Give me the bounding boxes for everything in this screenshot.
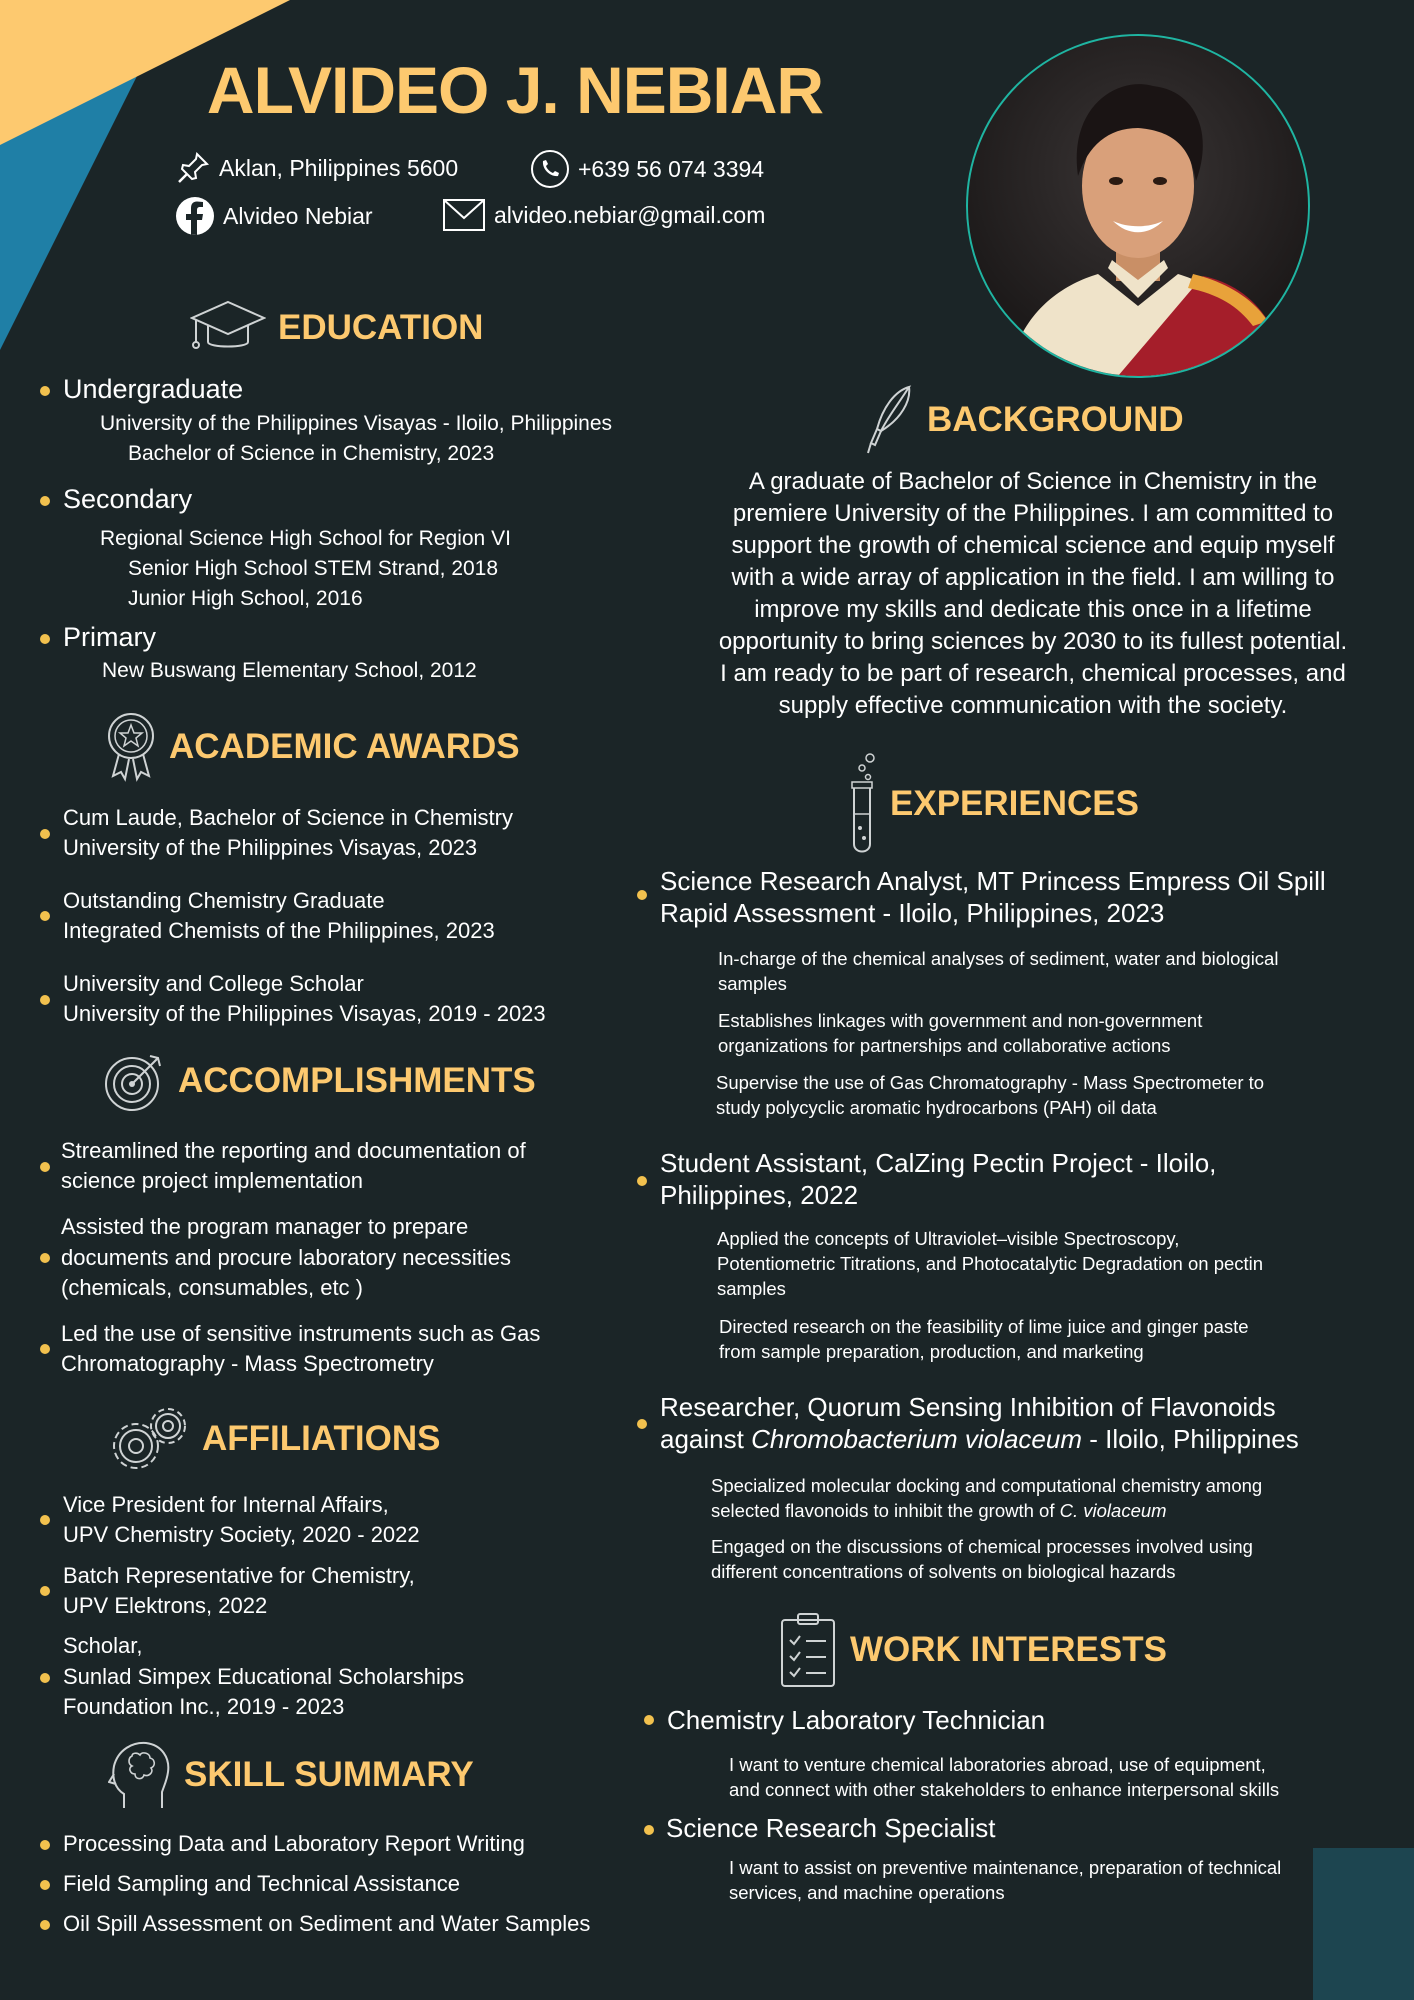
test-tube-icon <box>848 752 878 856</box>
bullet <box>637 890 647 900</box>
accomplishment-1-line-2: science project implementation <box>61 1168 364 1193</box>
affiliation-3-line-2: Sunlad Simpex Educational Scholarships <box>63 1664 465 1689</box>
job-1-desc: In-charge of the chemical analyses of sediment, water and biological <box>718 948 1279 969</box>
accomplishment-2-line-3: (chemicals, consumables, etc ) <box>61 1275 363 1300</box>
job-2-desc: Directed research on the feasibility of lime juice and ginger paste <box>719 1316 1249 1337</box>
affiliation-3-line-1: Scholar, <box>63 1633 143 1658</box>
job-2-desc: Applied the concepts of Ultraviolet–visible Spectroscopy, <box>717 1228 1180 1249</box>
accomplishment-3-line-1: Led the use of sensitive instruments such as Gas <box>61 1321 541 1346</box>
job-2-title-line-1: Student Assistant, CalZing Pectin Project - Iloilo, <box>660 1148 1217 1178</box>
affiliation-2-line-2: UPV Elektrons, 2022 <box>63 1593 268 1618</box>
experiences-title: EXPERIENCES <box>890 784 1139 823</box>
job-1-desc: study polycyclic aromatic hydrocarbons (PAH) oil data <box>716 1097 1157 1118</box>
interest-2-desc: I want to assist on preventive maintenance, preparation of technical <box>729 1857 1282 1878</box>
quill-pen-icon <box>865 385 915 455</box>
award-1-line-1: Cum Laude, Bachelor of Science in Chemistry <box>63 805 513 830</box>
award-2-line-1: Outstanding Chemistry Graduate <box>63 888 385 913</box>
award-ribbon-icon <box>105 712 157 782</box>
target-icon <box>104 1050 166 1112</box>
job-2-desc: from sample preparation, production, and marketing <box>719 1341 1144 1362</box>
awards-title: ACADEMIC AWARDS <box>169 727 520 766</box>
skills-heading <box>108 1740 474 1810</box>
job-3-organism-name: Chromobacterium violaceum <box>751 1424 1082 1454</box>
bullet <box>40 995 50 1005</box>
bullet <box>637 1419 647 1429</box>
job-3-desc: Specialized molecular docking and computational chemistry among <box>711 1475 1263 1496</box>
undergraduate-level: Undergraduate <box>63 374 244 404</box>
job-3-title-part: - Iloilo, Philippines <box>1081 1424 1299 1454</box>
bullet <box>40 1840 50 1850</box>
job-1-desc: Supervise the use of Gas Chromatography - Mass Spectrometer to <box>716 1072 1265 1093</box>
job-3-desc <box>711 1498 1167 1523</box>
work-interests-title: WORK INTERESTS <box>850 1630 1167 1669</box>
secondary-jhs: Junior High School, 2016 <box>128 587 363 610</box>
education-title: EDUCATION <box>278 308 484 347</box>
contact-location <box>175 150 458 186</box>
job-3-title-part: against <box>660 1424 752 1454</box>
job-1-desc: organizations for partnerships and collaborative actions <box>718 1035 1171 1056</box>
affiliation-3-line-3: Foundation Inc., 2019 - 2023 <box>63 1694 345 1719</box>
secondary-level: Secondary <box>63 484 193 514</box>
accomplishment-3-line-2: Chromatography - Mass Spectrometry <box>61 1351 434 1376</box>
contact-facebook[interactable] <box>175 196 373 236</box>
background-line: A graduate of Bachelor of Science in Chemistry in the <box>748 468 1318 495</box>
mail-icon <box>442 198 486 232</box>
accomplishments-heading <box>104 1050 536 1112</box>
accomplishment-2-line-1: Assisted the program manager to prepare <box>61 1214 469 1239</box>
skill-item: Field Sampling and Technical Assistance <box>63 1871 461 1896</box>
job-1-title-line-1: Science Research Analyst, MT Princess Empress Oil Spill <box>660 866 1326 896</box>
bullet <box>40 911 50 921</box>
background-line: support the growth of chemical science and equip myself <box>731 532 1335 559</box>
email-text: alvideo.nebiar@gmail.com <box>494 201 766 228</box>
background-title: BACKGROUND <box>927 400 1184 439</box>
awards-heading <box>105 712 520 782</box>
secondary-shs: Senior High School STEM Strand, 2018 <box>128 557 499 580</box>
award-3-line-2: University of the Philippines Visayas, 2019 - 2023 <box>63 1001 546 1026</box>
experiences-heading <box>848 752 1139 856</box>
bullet <box>40 1920 50 1930</box>
full-name: ALVIDEO J. NEBIAR <box>206 53 824 127</box>
contact-phone[interactable] <box>530 149 764 189</box>
background-heading <box>865 385 1184 455</box>
bullet <box>40 1344 50 1354</box>
facebook-icon <box>175 196 215 236</box>
affiliations-heading <box>108 1406 441 1472</box>
contact-email[interactable] <box>442 198 765 232</box>
background-line: opportunity to bring sciences by 2030 to its fullest potential. <box>718 628 1348 655</box>
job-2-desc: samples <box>717 1278 786 1299</box>
education-heading <box>190 298 483 358</box>
affiliation-1-line-2: UPV Chemistry Society, 2020 - 2022 <box>63 1522 420 1547</box>
bullet <box>40 386 50 396</box>
job-3-desc-part: selected flavonoids to inhibit the growth of <box>711 1500 1060 1521</box>
bullet <box>644 1715 654 1725</box>
job-3-title-line-1: Researcher, Quorum Sensing Inhibition of Flavonoids <box>660 1392 1276 1422</box>
job-1-desc: Establishes linkages with government and non-government <box>718 1010 1203 1031</box>
job-3-desc: Engaged on the discussions of chemical processes involved using <box>711 1536 1253 1557</box>
gears-icon <box>108 1406 190 1472</box>
graduation-cap-icon <box>190 298 266 358</box>
background-line: supply effective communication with the society. <box>778 692 1288 719</box>
background-paragraph <box>660 466 1406 722</box>
accomplishment-1-line-1: Streamlined the reporting and documentation of <box>61 1138 526 1163</box>
job-2-desc: Potentiometric Titrations, and Photocatalytic Degradation on pectin <box>717 1253 1264 1274</box>
background-line: improve my skills and dedicate this once in a lifetime <box>754 596 1312 623</box>
accomplishment-2-line-2: documents and procure laboratory necessities <box>61 1245 512 1270</box>
accomplishments-title: ACCOMPLISHMENTS <box>178 1061 536 1100</box>
background-line: premiere University of the Philippines. I am committed to <box>732 500 1334 527</box>
skill-item: Oil Spill Assessment on Sediment and Water Samples <box>63 1911 591 1936</box>
bullet <box>40 1586 50 1596</box>
award-3-line-1: University and College Scholar <box>63 971 364 996</box>
skills-title: SKILL SUMMARY <box>184 1755 474 1794</box>
primary-school: New Buswang Elementary School, 2012 <box>102 659 477 682</box>
bullet <box>40 829 50 839</box>
bullet <box>40 496 50 506</box>
interest-1-title: Chemistry Laboratory Technician <box>667 1705 1046 1735</box>
pin-icon <box>175 150 211 186</box>
bullet <box>40 634 50 644</box>
location-text: Aklan, Philippines 5600 <box>219 154 459 181</box>
award-2-line-2: Integrated Chemists of the Philippines, 2023 <box>63 918 495 943</box>
skill-item: Processing Data and Laboratory Report Writing <box>63 1831 525 1856</box>
undergraduate-degree: Bachelor of Science in Chemistry, 2023 <box>128 442 495 465</box>
affiliations-title: AFFILIATIONS <box>202 1419 441 1458</box>
job-3-title-line-2 <box>660 1423 1299 1455</box>
bullet <box>40 1515 50 1525</box>
profile-photo <box>966 34 1310 378</box>
work-interests-heading <box>778 1612 1167 1688</box>
bullet <box>40 1162 50 1172</box>
undergraduate-school: University of the Philippines Visayas - Iloilo, Philippines <box>100 412 613 435</box>
secondary-school: Regional Science High School for Region VI <box>100 527 511 550</box>
interest-2-desc: services, and machine operations <box>729 1882 1005 1903</box>
bullet <box>40 1253 50 1263</box>
interest-2-title: Science Research Specialist <box>666 1813 996 1843</box>
interest-1-desc: I want to venture chemical laboratories abroad, use of equipment, <box>729 1754 1266 1775</box>
job-3-organism-abbrev: C. violaceum <box>1059 1500 1167 1521</box>
primary-level: Primary <box>63 622 156 652</box>
job-1-title-line-2: Rapid Assessment - Iloilo, Philippines, 2023 <box>660 898 1165 928</box>
background-line: I am ready to be part of research, chemical processes, and <box>720 660 1346 687</box>
bullet <box>40 1880 50 1890</box>
job-3-desc: different concentrations of solvents on biological hazards <box>711 1561 1176 1582</box>
phone-text: +639 56 074 3394 <box>578 155 765 182</box>
job-1-desc: samples <box>718 973 787 994</box>
affiliation-1-line-1: Vice President for Internal Affairs, <box>63 1492 389 1517</box>
phone-icon <box>530 149 570 189</box>
award-1-line-2: University of the Philippines Visayas, 2023 <box>63 835 478 860</box>
bullet <box>637 1176 647 1186</box>
interest-1-desc: and connect with other stakeholders to enhance interpersonal skills <box>729 1779 1280 1800</box>
background-line: with a wide array of application in the field. I am willing to <box>731 564 1335 591</box>
facebook-text: Alvideo Nebiar <box>223 202 373 229</box>
brain-head-icon <box>108 1740 172 1810</box>
bullet <box>644 1825 654 1835</box>
affiliation-2-line-1: Batch Representative for Chemistry, <box>63 1563 415 1588</box>
checklist-clipboard-icon <box>778 1612 838 1688</box>
bullet <box>40 1673 50 1683</box>
corner-decoration-bottom <box>1313 1848 1414 2000</box>
job-2-title-line-2: Philippines, 2022 <box>660 1180 859 1210</box>
